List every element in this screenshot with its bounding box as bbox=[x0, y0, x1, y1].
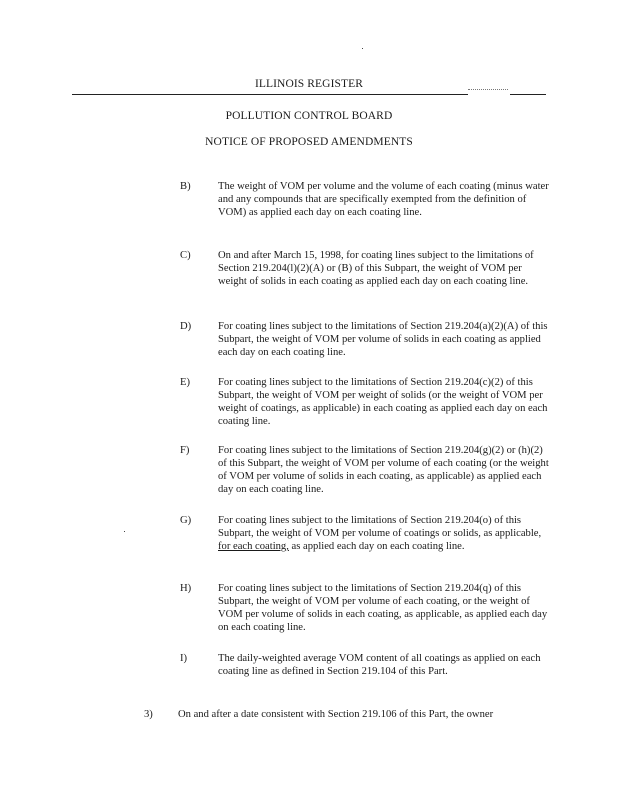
scan-speck bbox=[362, 48, 363, 49]
header-rule-right bbox=[510, 94, 546, 95]
item-label: H) bbox=[180, 583, 192, 594]
item-label: B) bbox=[180, 181, 191, 192]
item-text: For coating lines subject to the limitations of Section 219.204(g)(2) or (h)(2) of this Subpart, the weight of VOM per volume of each coating (or the weight of VOM per volume of solids in each coating, as applicable) as applied each day on each coating line. bbox=[218, 445, 549, 495]
list-item-d bbox=[180, 320, 550, 359]
item-label: C) bbox=[180, 250, 191, 261]
header-dotted-rule bbox=[468, 89, 508, 90]
header-rule bbox=[72, 94, 468, 95]
paragraph-3 bbox=[144, 708, 554, 721]
item-text-start: For coating lines subject to the limitations of Section 219.204(o) of this Subpart, the weight of VOM per volume of coatings or solids, as applicable, bbox=[218, 515, 542, 539]
item-label: G) bbox=[180, 515, 192, 526]
list-item-h bbox=[180, 582, 550, 634]
item-label: E) bbox=[180, 377, 190, 388]
item-text: The weight of VOM per volume and the volume of each coating (minus water and any compounds that are specifically exempted from the definition of VOM) as applied each day on each coating line. bbox=[218, 181, 549, 218]
list-item-b bbox=[180, 180, 550, 219]
item-text bbox=[218, 514, 550, 553]
notice-title: NOTICE OF PROPOSED AMENDMENTS bbox=[205, 136, 413, 148]
item-text: For coating lines subject to the limitations of Section 219.204(a)(2)(A) of this Subpart, the weight of VOM per volume of solids in each coating as applied each day on each coating line. bbox=[218, 321, 548, 358]
list-item-c bbox=[180, 249, 550, 288]
item-text-end: as applied each day on each coating line. bbox=[291, 541, 465, 552]
item-text: For coating lines subject to the limitations of Section 219.204(c)(2) of this Subpart, the weight of VOM per weight of solids (or the weight of VOM per weight of coatings, as applicable) in each coating as applied each day on each coating line. bbox=[218, 377, 548, 427]
paragraph-label: 3) bbox=[144, 709, 153, 720]
list-item-f bbox=[180, 444, 550, 496]
item-label: D) bbox=[180, 321, 192, 332]
item-label: F) bbox=[180, 445, 190, 456]
item-label: I) bbox=[180, 653, 188, 664]
list-item-i bbox=[180, 652, 550, 678]
item-text: The daily-weighted average VOM content of all coatings as applied on each coating line as defined in Section 219.104 of this Part. bbox=[218, 653, 541, 677]
inserted-text: for each coating, bbox=[218, 541, 289, 552]
paragraph-text: On and after a date consistent with Section 219.106 of this Part, the owner bbox=[178, 709, 494, 720]
register-title: ILLINOIS REGISTER bbox=[254, 78, 364, 90]
board-title: POLLUTION CONTROL BOARD bbox=[225, 110, 393, 122]
scan-speck bbox=[124, 531, 125, 532]
list-item-g bbox=[180, 514, 550, 553]
list-item-e bbox=[180, 376, 550, 428]
item-text: For coating lines subject to the limitations of Section 219.204(q) of this Subpart, the weight of VOM per volume of each coating, or the weight of VOM per volume of solids in each coating, as applicable, as applied each day on each coating line. bbox=[218, 583, 548, 633]
item-text: On and after March 15, 1998, for coating lines subject to the limitations of Section 219.204(l)(2)(A) or (B) of this Subpart, the weight of VOM per weight of solids in each coating as applied each day on each coating line. bbox=[218, 250, 534, 287]
